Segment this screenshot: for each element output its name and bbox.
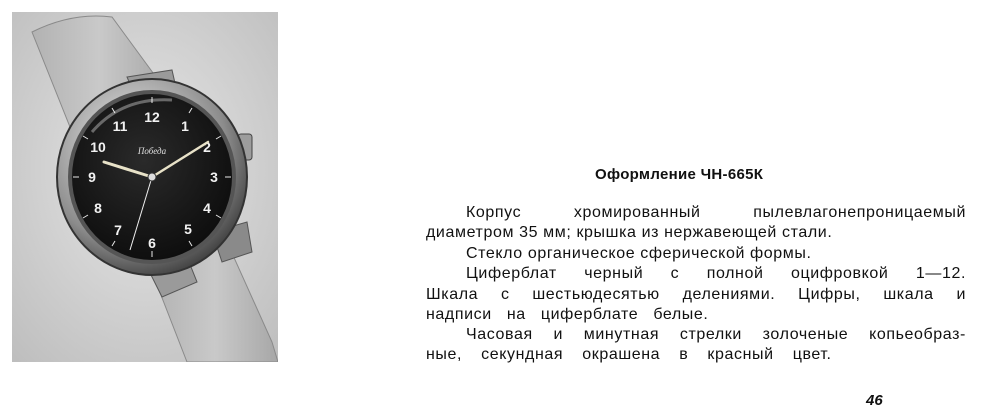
svg-text:2: 2 — [203, 139, 211, 155]
svg-text:6: 6 — [148, 235, 156, 251]
svg-text:11: 11 — [112, 118, 128, 134]
watch-illustration — [12, 12, 278, 362]
dial-signature: Победа — [137, 146, 167, 156]
text-line-8: ные, секундная окрашена в красный цвет. — [426, 346, 832, 363]
svg-text:12: 12 — [144, 109, 160, 125]
svg-text:5: 5 — [184, 221, 192, 237]
section-heading: Оформление ЧН-665К — [595, 166, 764, 183]
svg-text:10: 10 — [90, 139, 106, 155]
text-line-5: Шкала с шестьюдесятью делениями. Цифры, шкала и — [426, 286, 966, 303]
svg-text:3: 3 — [210, 169, 218, 185]
svg-text:7: 7 — [114, 222, 122, 238]
text-line-7: Часовая и минутная стрелки золоченые копьеобраз- — [466, 326, 966, 343]
text-line-1: Корпус хромированный пылевлагонепроницаемый — [466, 204, 966, 221]
text-line-4: Циферблат черный с полной оцифровкой 1—12. — [466, 265, 966, 282]
svg-text:4: 4 — [203, 200, 211, 216]
svg-text:8: 8 — [94, 200, 102, 216]
text-line-3: Стекло органическое сферической формы. — [466, 245, 812, 262]
text-line-2: диаметром 35 мм; крышка из нержавеющей стали. — [426, 224, 833, 241]
svg-text:9: 9 — [88, 169, 96, 185]
watch-photo — [12, 12, 278, 362]
text-line-6: надписи на циферблате белые. — [426, 306, 709, 323]
page-number: 46 — [866, 392, 883, 409]
svg-text:1: 1 — [181, 118, 189, 134]
